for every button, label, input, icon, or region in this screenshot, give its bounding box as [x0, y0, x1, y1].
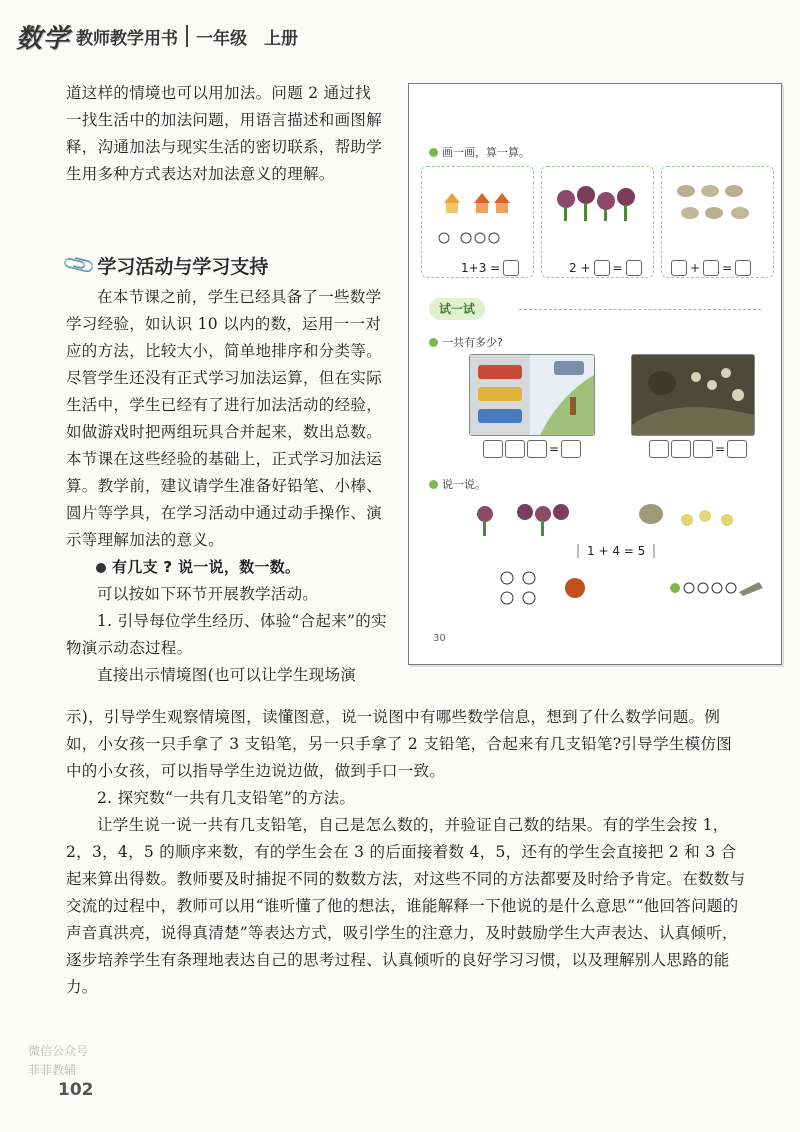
- label-say: [429, 476, 486, 492]
- answer-box[interactable]: [505, 440, 525, 458]
- bullet-icon: [96, 563, 106, 573]
- left-column: [66, 284, 388, 689]
- birds-photo: [631, 354, 755, 436]
- dashed-divider: [519, 309, 761, 310]
- answer-box[interactable]: [594, 260, 610, 276]
- houses-illustration: [436, 189, 516, 217]
- intro-text: 道这样的情境也可以用加法。问题 2 通过找一找生活中的加法问题，用语言描述和画图解释，沟通加法与现实生活的密切联系，帮助学生用多种方式表达对加法意义的理解。: [66, 84, 383, 183]
- equation-2-equals: =: [612, 261, 623, 275]
- paperclip-icon: 📎: [61, 247, 99, 284]
- label-say-text: 说一说。: [442, 478, 486, 491]
- page-number: 102: [58, 1080, 94, 1100]
- full-width-text: [66, 704, 746, 1001]
- step1-title: 1. 引导每位学生经历、体验“合起来”的实物演示动态过程。: [66, 612, 387, 657]
- birds-illustration: [632, 355, 754, 435]
- watermark-line-1: 微信公众号: [28, 1044, 89, 1058]
- intro-paragraph: [66, 80, 386, 188]
- label-draw: [429, 144, 530, 160]
- figure-page-number: 30: [433, 633, 446, 644]
- equation-1-text: 1+3 =: [461, 261, 501, 275]
- answer-box[interactable]: [671, 260, 687, 276]
- answer-box[interactable]: [561, 440, 581, 458]
- answer-box[interactable]: [693, 440, 713, 458]
- answer-box[interactable]: [671, 440, 691, 458]
- equation-2: [569, 260, 642, 276]
- section-dot-icon: [429, 148, 438, 157]
- page-header: [16, 16, 298, 56]
- paragraph-steps: 可以按如下环节开展教学活动。: [97, 585, 319, 603]
- equation-boxes-right: [649, 440, 747, 458]
- try-it-badge: 试一试: [429, 298, 485, 320]
- flowers-illustration: [548, 179, 648, 229]
- header-divider: [186, 25, 188, 47]
- say-equation: 1 + 4 = 5: [577, 544, 655, 558]
- answer-box[interactable]: [527, 440, 547, 458]
- equation-boxes-left: [483, 440, 581, 458]
- answer-box[interactable]: [649, 440, 669, 458]
- answer-box[interactable]: [727, 440, 747, 458]
- step1-body-start: 直接出示情境图(也可以让学生现场演: [97, 666, 357, 684]
- equation-3-plus: +: [690, 261, 701, 275]
- equation-3: [671, 260, 751, 276]
- label-total-text: 一共有多少?: [442, 336, 503, 349]
- section-title: [61, 247, 269, 284]
- section-title-text: 学习活动与学习支持: [97, 256, 269, 278]
- circles-drawing: [438, 231, 518, 248]
- label-draw-text: 画一画，算一算。: [442, 146, 530, 159]
- answer-box[interactable]: [626, 260, 642, 276]
- section-dot-icon: [429, 338, 438, 347]
- equation-2-left: 2 +: [569, 261, 591, 275]
- answer-box[interactable]: [503, 260, 519, 276]
- paragraph-experience: 在本节课之前，学生已经具备了一些数学学习经验，如认识 10 以内的数，运用一一对应的方法，比较大小，简单地排序和分类等。尽管学生还没有正式学习加法运算，但在实际生活中，学生已经有了进行加法活动的经验，如做游戏时把两组玩具合并起来，数出总数。本节课在这些经验的基础上，正式学习加法运算。教学前，建议请学生准备好铅笔、小棒、圆片等学具，在学习活动中通过动手操作、演示等理解加法的意义。: [66, 288, 383, 549]
- answer-box[interactable]: [483, 440, 503, 458]
- step1-body: 示)，引导学生观察情境图，读懂图意，说一说图中有哪些数学信息，想到了什么数学问题。例如，小女孩一只手拿了 3 支铅笔，另一只手拿了 2 支铅笔，合起来有几支铅笔?引导学生模仿图中的小女孩，可以指导学生边说边做，做到手口一致。: [66, 708, 733, 780]
- activity-question-text: 有几支 ? 说一说，数一数。: [112, 558, 301, 576]
- watermark-line-2: 菲菲教辅: [28, 1063, 77, 1077]
- equals-sign: =: [715, 442, 726, 456]
- section-dot-icon: [429, 480, 438, 489]
- equals-sign: =: [549, 442, 560, 456]
- try-it-header: [429, 298, 761, 320]
- cars-photo: [469, 354, 595, 436]
- equation-1: [461, 260, 519, 276]
- label-total: [429, 334, 503, 350]
- equation-3-equals: =: [722, 261, 733, 275]
- watermark: [28, 1042, 88, 1080]
- grade-label: 一年级 上册: [196, 28, 299, 49]
- activity-question: [66, 554, 388, 581]
- step2-title: 2. 探究数“一共有几支铅笔”的方法。: [97, 789, 356, 807]
- answer-box[interactable]: [703, 260, 719, 276]
- step2-body: 让学生说一说一共有几支铅笔，自己是怎么数的，并验证自己数的结果。有的学生会按 1，2，3，4，5 的顺序来数，有的学生会在 3 的后面接着数 4，5，还有的学生会直接把 2 和 3 合起来算出得数。教师要及时捕捉不同的数数方法，对这些不同的方法都要及时给予肯定。在数数与交流的过程中，教师可以用“谁听懂了他的想法，谁能解释一下他说的是什么意思”“他回答问题的声音真洪亮，说得真清楚”等表达方式，吸引学生的注意力，及时鼓励学生大声表达、认真倾听，逐步培养学生有条理地表达自己的思考过程、认真倾听的良好学习习惯，以及理解别人思路的能力。: [66, 816, 746, 996]
- book-title: 教师教学用书: [76, 28, 179, 49]
- house-icons: [436, 189, 516, 221]
- math-logo: 数学: [16, 23, 71, 54]
- cars-illustration: [470, 355, 594, 435]
- textbook-figure: [408, 83, 782, 665]
- ducks-illustration: [670, 179, 770, 229]
- answer-box[interactable]: [735, 260, 751, 276]
